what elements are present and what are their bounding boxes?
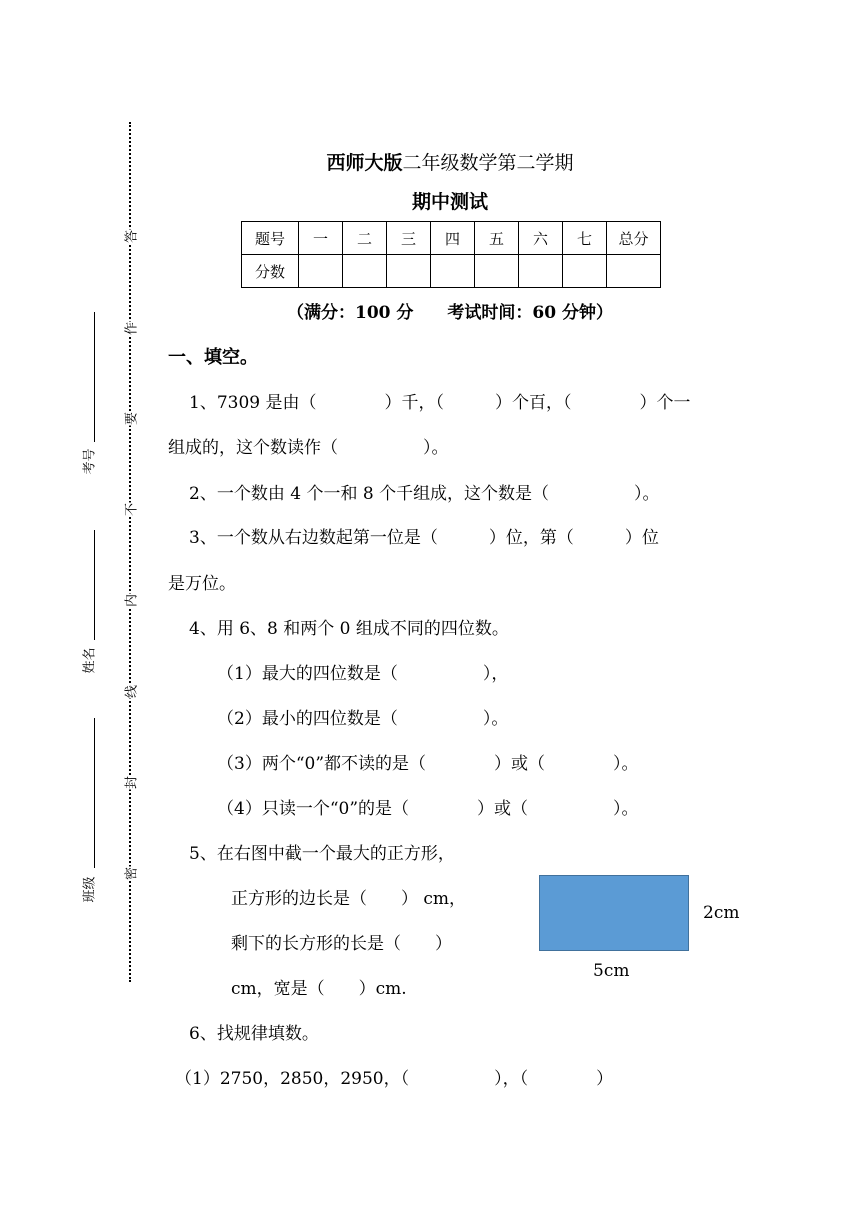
score-table (241, 221, 661, 288)
rectangle-width-label: 5cm (593, 961, 630, 981)
question-line: 1、7309 是由（ ）千，（ ）个百，（ ）个一 (189, 393, 691, 413)
question-line: 3、一个数从右边数起第一位是（ ）位，第（ ）位 (189, 528, 659, 548)
table-cell: 六 (519, 222, 563, 255)
question-line: （1）2750，2850，2950，（ ），（ ） (175, 1069, 614, 1089)
seal-char: 答 (118, 230, 143, 244)
question-line: （1）最大的四位数是（ ）， (217, 664, 509, 684)
score-input-cell[interactable] (299, 255, 343, 288)
table-cell: 三 (387, 222, 431, 255)
score-input-cell[interactable] (607, 255, 661, 288)
title-rest: 二年级数学第二学期 (402, 152, 574, 174)
page-title (0, 148, 860, 175)
seal-char: 密 (118, 867, 143, 881)
title-bold: 西师大版 (326, 152, 403, 174)
page-subtitle: 期中测试 (411, 191, 488, 213)
seal-char: 线 (118, 685, 143, 699)
seal-char: 不 (118, 503, 143, 517)
score-input-cell[interactable] (343, 255, 387, 288)
score-input-cell[interactable] (431, 255, 475, 288)
table-cell: 总分 (607, 222, 661, 255)
question-line: 5、在右图中截一个最大的正方形， (189, 844, 455, 864)
score-table-header-row (242, 222, 661, 255)
rectangle-height-label: 2cm (703, 903, 740, 923)
name-line (94, 530, 95, 640)
seal-char: 内 (118, 594, 143, 608)
question-line: 正方形的边长是（ ） cm， (231, 889, 467, 909)
question-line: 是万位。 (168, 574, 236, 594)
table-cell: 五 (475, 222, 519, 255)
table-cell: 题号 (242, 222, 299, 255)
table-cell: 一 (299, 222, 343, 255)
table-cell: 二 (343, 222, 387, 255)
seal-char: 作 (118, 322, 143, 336)
question-line: cm，宽是（ ）cm. (231, 979, 407, 999)
table-cell: 四 (431, 222, 475, 255)
score-table-score-row (242, 255, 661, 288)
question-line: （2）最小的四位数是（ ）。 (217, 709, 509, 729)
question-line: 4、用 6、8 和两个 0 组成不同的四位数。 (189, 619, 509, 639)
exam-number-label: 考号 (82, 448, 98, 475)
table-cell: 七 (563, 222, 607, 255)
exam-note: （满分：100 分 考试时间：60 分钟） (287, 303, 613, 323)
exam-number-line (94, 312, 95, 442)
question-line: 6、找规律填数。 (189, 1024, 319, 1044)
class-label: 班级 (82, 876, 98, 903)
section-heading: 一、填空。 (168, 347, 258, 368)
question-line: 剩下的长方形的长是（ ） (231, 934, 452, 954)
question-line: 2、一个数由 4 个一和 8 个千组成，这个数是（ ）。 (189, 484, 660, 504)
seal-char: 封 (118, 776, 143, 790)
class-line (94, 718, 95, 868)
binding-dotted-line (129, 122, 131, 982)
score-input-cell[interactable] (519, 255, 563, 288)
name-label: 姓名 (82, 647, 98, 674)
score-input-cell[interactable] (563, 255, 607, 288)
seal-char: 要 (118, 412, 143, 426)
table-cell: 分数 (242, 255, 299, 288)
question-line: （3）两个“0”都不读的是（ ）或（ ）。 (217, 754, 639, 774)
question-line: 组成的，这个数读作（ ）。 (168, 438, 449, 458)
score-input-cell[interactable] (387, 255, 431, 288)
question-line: （4）只读一个“0”的是（ ）或（ ）。 (217, 799, 639, 819)
score-input-cell[interactable] (475, 255, 519, 288)
rectangle-figure (539, 875, 689, 951)
